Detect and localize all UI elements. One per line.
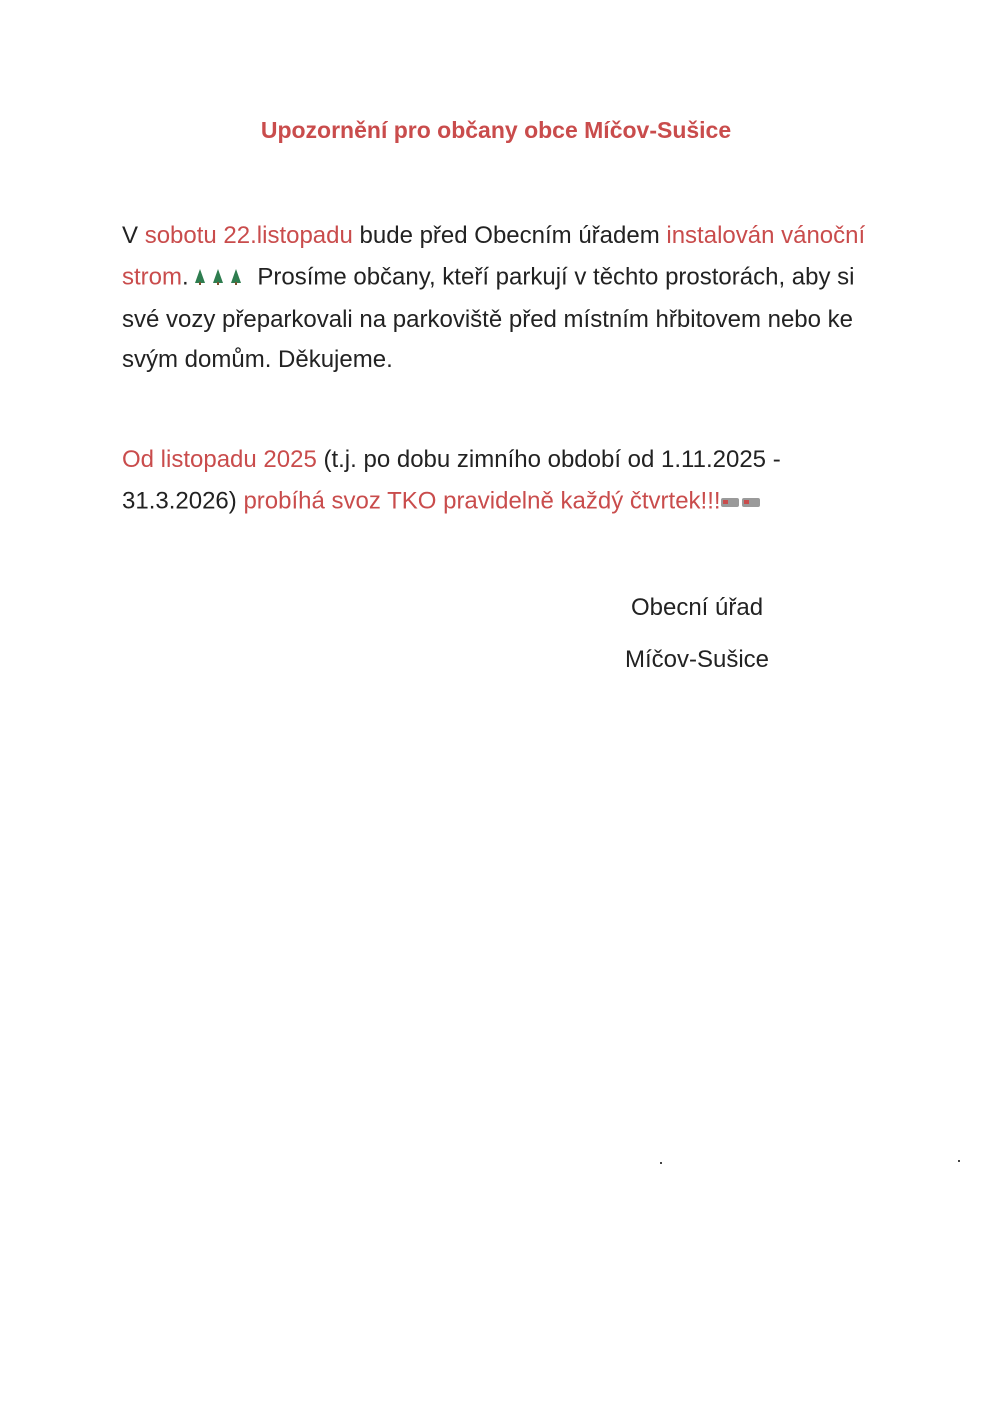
text-segment: bude před Obecním úřadem [352,222,667,249]
christmas-tree-icon [195,256,249,296]
text-segment: Prosíme občany, kteří parkují v těchto prostorách, aby si své vozy přeparkovali na parkoviště před místním hřbitovem nebo ke svým domům. Děkujeme. [122,263,855,373]
notice-paragraph-tree [122,216,882,380]
highlight-installation: instalován vánoční strom [122,222,866,291]
signature-municipality: Míčov-Sušice [624,646,770,673]
text-segment: V [122,222,145,249]
signature-office: Obecní úřad [630,594,764,621]
highlight-period: Od listopadu 2025 [122,446,317,473]
notice-paragraph-waste [122,440,882,524]
page-title: Upozornění pro občany obce Míčov-Sušice [260,117,732,143]
scan-speck [958,1160,960,1162]
highlight-schedule: probíhá svoz TKO pravidelně každý čtvrtek!!! [243,487,721,515]
text-segment: (t.j. po dobu zimního období od 1.11.2025 - 31.3.2026) [122,446,781,515]
text-segment: . [182,263,189,291]
garbage-truck-icon [721,480,763,520]
highlight-date: sobotu 22.listopadu [144,222,353,249]
scan-speck [660,1162,662,1164]
